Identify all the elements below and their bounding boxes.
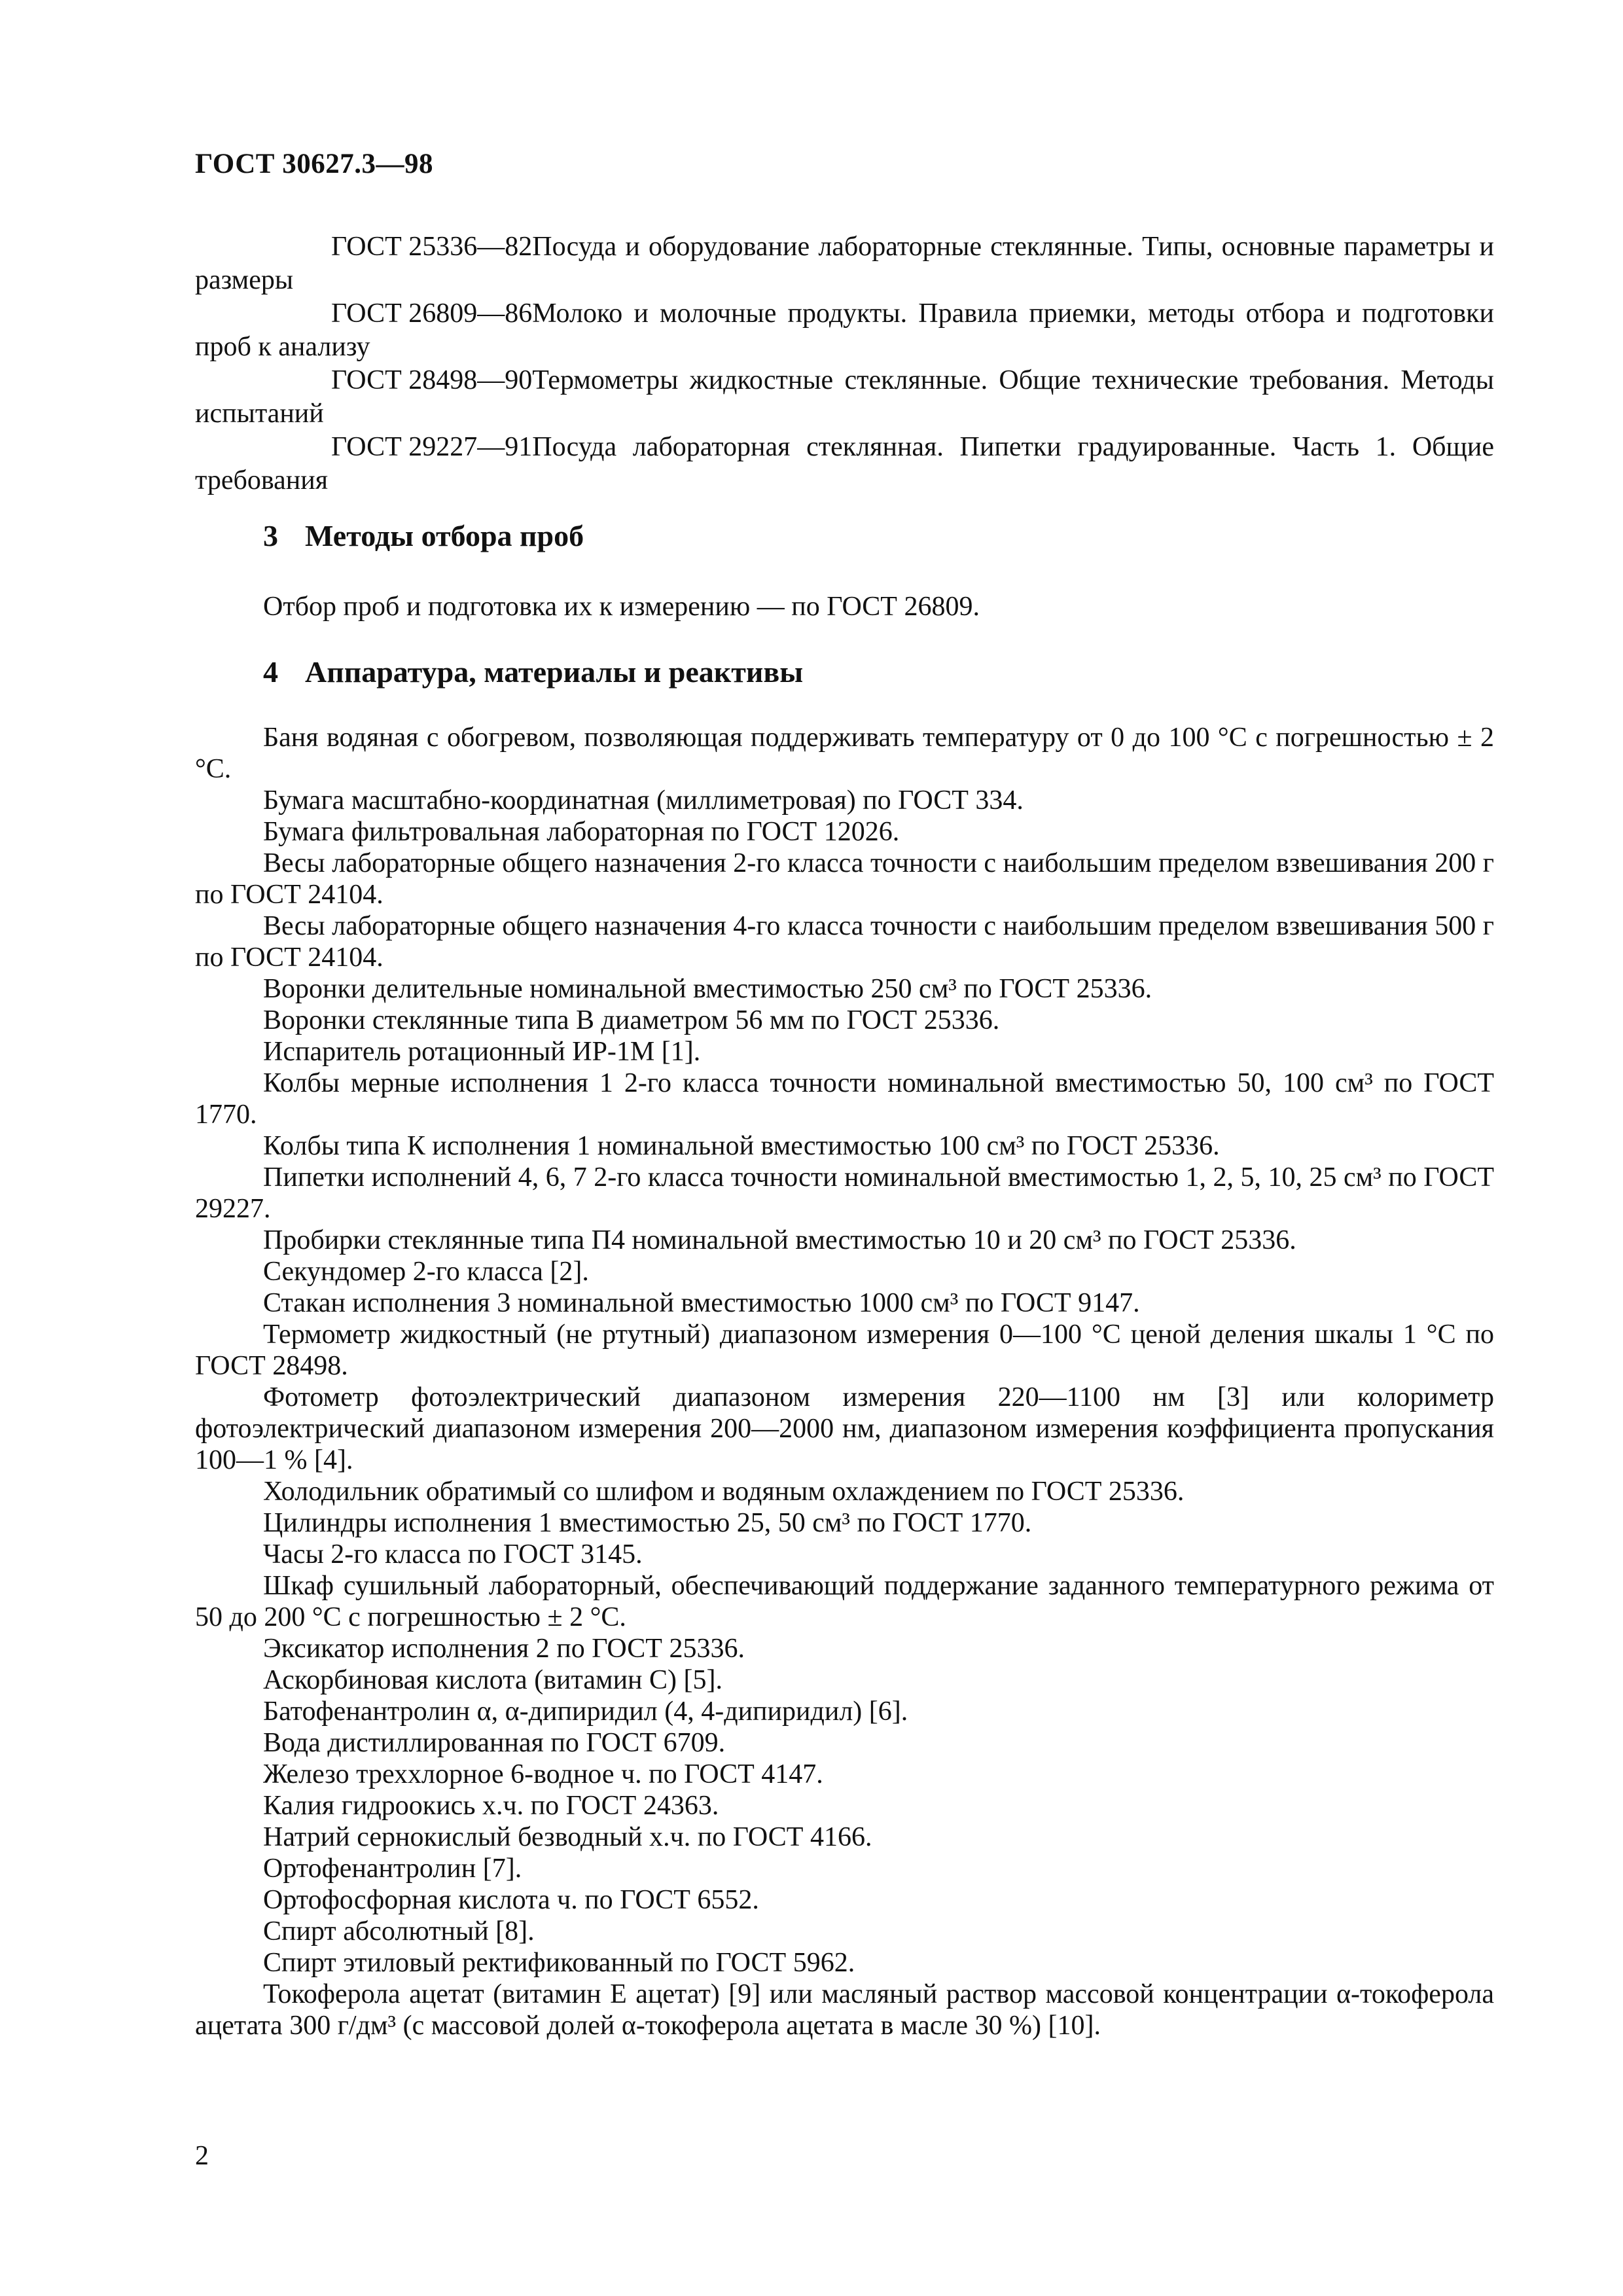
- list-item: Железо треххлорное 6-водное ч. по ГОСТ 4147.: [263, 1759, 823, 1789]
- reference-text: Посуда лабораторная стеклянная. Пипетки градуированные. Часть 1. Общие требования: [195, 432, 1494, 495]
- list-item: Фотометр фотоэлектрический диапазоном измерения 220—1100 нм [3] или колориметр фотоэлектрический диапазоном измерения 200—2000 нм, диапазоном измерения коэффициента пропускания 100—1 % [4].: [195, 1382, 1494, 1475]
- list-item: Весы лабораторные общего назначения 4-го класса точности с наибольшим пределом взвешивания 500 г по ГОСТ 24104.: [195, 911, 1494, 973]
- document-code-header: ГОСТ 30627.3—98: [195, 149, 433, 179]
- list-item: Испаритель ротационный ИР-1М [1].: [263, 1037, 701, 1067]
- list-item: Натрий сернокислый безводный х.ч. по ГОСТ 4166.: [263, 1822, 872, 1852]
- list-item: Колбы мерные исполнения 1 2-го класса точности номинальной вместимостью 50, 100 см³ по ГОСТ 1770.: [195, 1068, 1494, 1130]
- list-item: Шкаф сушильный лабораторный, обеспечивающий поддержание заданного температурного режима от 50 до 200 °С с погрешностью ± 2 °С.: [195, 1571, 1494, 1632]
- list-item: Воронки стеклянные типа В диаметром 56 мм по ГОСТ 25336.: [263, 1005, 1000, 1035]
- list-item: Спирт этиловый ректификованный по ГОСТ 5962.: [263, 1948, 855, 1978]
- list-item: Бумага масштабно-координатная (миллиметровая) по ГОСТ 334.: [263, 785, 1024, 816]
- reference-code: ГОСТ 28498—90: [331, 365, 533, 395]
- list-item: Воронки делительные номинальной вместимостью 250 см³ по ГОСТ 25336.: [263, 974, 1152, 1004]
- list-item: Весы лабораторные общего назначения 2-го класса точности с наибольшим пределом взвешивания 200 г по ГОСТ 24104.: [195, 848, 1494, 910]
- list-item: Спирт абсолютный [8].: [263, 1916, 535, 1946]
- list-item: Аскорбиновая кислота (витамин С) [5].: [263, 1665, 723, 1695]
- list-item: Токоферола ацетат (витамин Е ацетат) [9] или масляный раствор массовой концентрации α-токоферола ацетата 300 г/дм³ (с массовой долей α-токоферола ацетата в масле 30 %) [10].: [195, 1979, 1494, 2041]
- reference-entry: [195, 230, 1494, 297]
- reference-code: ГОСТ 26809—86: [331, 298, 533, 329]
- list-item: Холодильник обратимый со шлифом и водяным охлаждением по ГОСТ 25336.: [263, 1477, 1185, 1507]
- page-number: 2: [195, 2141, 209, 2171]
- list-item: Термометр жидкостный (не ртутный) диапазоном измерения 0—100 °С ценой деления шкалы 1 °С по ГОСТ 28498.: [195, 1319, 1494, 1381]
- list-item: Калия гидроокись х.ч. по ГОСТ 24363.: [263, 1791, 719, 1821]
- reference-code: ГОСТ 29227—91: [331, 432, 533, 462]
- reference-code: ГОСТ 25336—82: [331, 232, 533, 262]
- list-item: Вода дистиллированная по ГОСТ 6709.: [263, 1728, 726, 1758]
- section-title: Аппаратура, материалы и реактивы: [305, 655, 804, 689]
- normative-references-list: [195, 230, 1494, 497]
- reference-text: Посуда и оборудование лабораторные стеклянные. Типы, основные параметры и размеры: [195, 232, 1494, 295]
- list-item: Ортофосфорная кислота ч. по ГОСТ 6552.: [263, 1885, 759, 1915]
- list-item: Колбы типа К исполнения 1 номинальной вместимостью 100 см³ по ГОСТ 25336.: [263, 1131, 1220, 1161]
- list-item: Секундомер 2-го класса [2].: [263, 1257, 589, 1287]
- reference-text: Термометры жидкостные стеклянные. Общие технические требования. Методы испытаний: [195, 365, 1494, 429]
- list-item: Часы 2-го класса по ГОСТ 3145.: [263, 1539, 643, 1570]
- list-item: Бумага фильтровальная лабораторная по ГОСТ 12026.: [263, 817, 900, 847]
- reference-entry: [195, 431, 1494, 497]
- list-item: Пипетки исполнений 4, 6, 7 2-го класса точности номинальной вместимостью 1, 2, 5, 10, 25 см³ по ГОСТ 29227.: [195, 1162, 1494, 1224]
- list-item: Ортофенантролин [7].: [263, 1854, 522, 1884]
- list-item: Цилиндры исполнения 1 вместимостью 25, 50 см³ по ГОСТ 1770.: [263, 1508, 1032, 1538]
- reference-entry: [195, 364, 1494, 431]
- reference-entry: [195, 297, 1494, 364]
- list-item: Баня водяная с обогревом, позволяющая поддерживать температуру от 0 до 100 °С с погрешностью ± 2 °С.: [195, 723, 1494, 784]
- section-number: 4: [263, 655, 278, 689]
- section-number: 3: [263, 519, 278, 552]
- list-item: Батофенантролин α, α-дипиридил (4, 4-дипиридил) [6].: [263, 1696, 908, 1727]
- section-3-paragraph: Отбор проб и подготовка их к измерению — по ГОСТ 26809.: [263, 592, 980, 622]
- reference-text: Молоко и молочные продукты. Правила приемки, методы отбора и подготовки проб к анализу: [195, 298, 1494, 362]
- list-item: Пробирки стеклянные типа П4 номинальной вместимостью 10 и 20 см³ по ГОСТ 25336.: [263, 1225, 1296, 1255]
- section-3-heading: [263, 518, 584, 553]
- equipment-list: [195, 722, 1494, 2041]
- section-4-heading: [263, 655, 803, 689]
- list-item: Эксикатор исполнения 2 по ГОСТ 25336.: [263, 1634, 745, 1664]
- list-item: Стакан исполнения 3 номинальной вместимостью 1000 см³ по ГОСТ 9147.: [263, 1288, 1140, 1318]
- section-title: Методы отбора проб: [305, 519, 584, 552]
